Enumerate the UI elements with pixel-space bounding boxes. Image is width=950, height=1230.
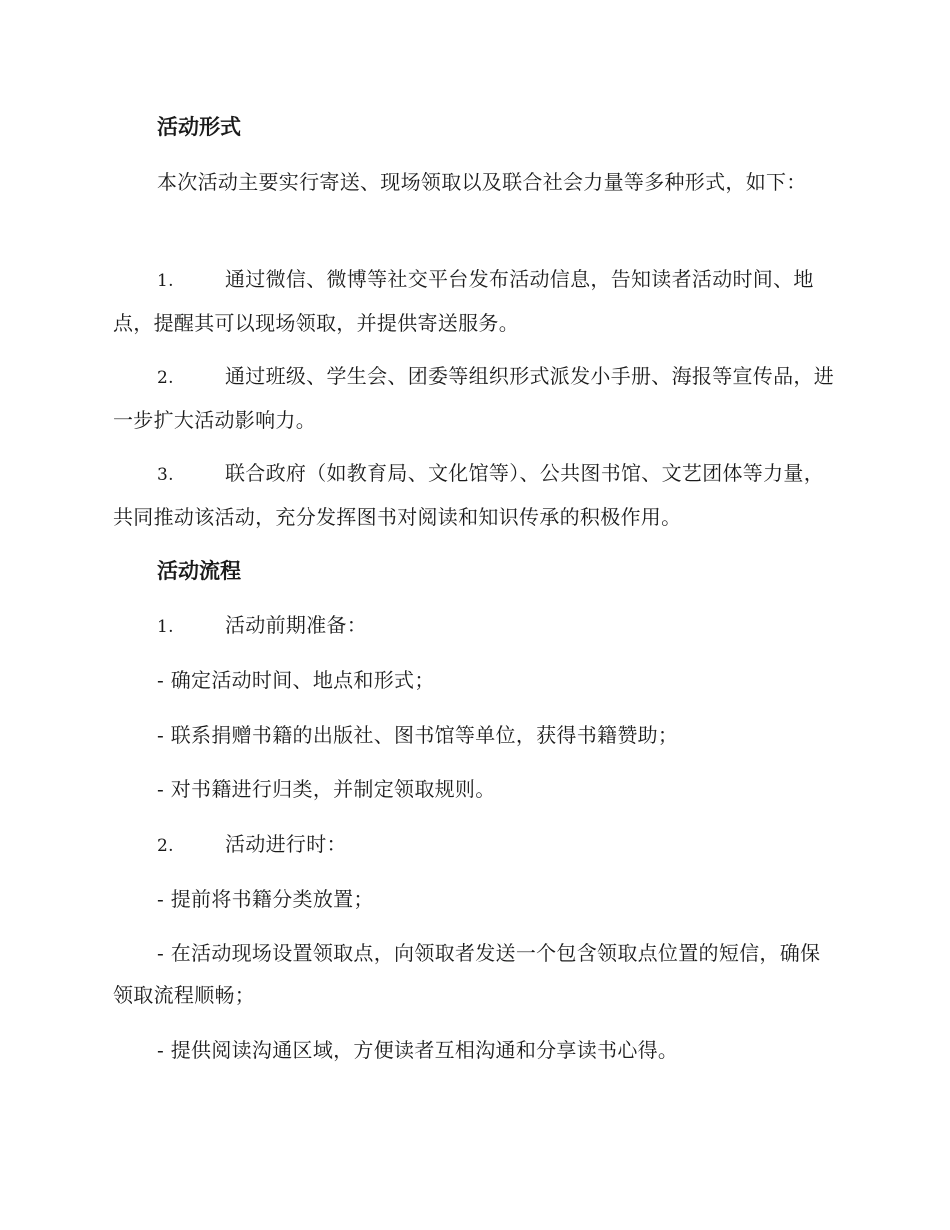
list-item-number: 2.	[157, 368, 174, 388]
section-heading-process: 活动流程	[157, 558, 241, 583]
list-item-number: 1.	[157, 271, 174, 291]
process-step-2	[113, 823, 837, 867]
form-list-item-3	[113, 452, 837, 538]
step-1-point-2: - 联系捐赠书籍的出版社、图书馆等单位，获得书籍赞助；	[157, 723, 679, 747]
form-list-item-2	[113, 355, 837, 441]
step-1-point-3: - 对书籍进行归类，并制定领取规则。	[157, 777, 496, 801]
step-2-point-3: - 提供阅读沟通区域，方便读者互相沟通和分享读书心得。	[157, 1038, 679, 1062]
step-number: 2.	[157, 836, 174, 856]
step-number: 1.	[157, 617, 174, 637]
step-title: 活动进行时：	[225, 832, 347, 856]
list-item-text: 通过微信、微博等社交平台发布活动信息，告知读者活动时间、地点，提醒其可以现场领取，并提供寄送服务。	[113, 267, 814, 335]
list-item-text: 联合政府（如教育局、文化馆等）、公共图书馆、文艺团体等力量，共同推动该活动，充分发挥图书对阅读和知识传承的积极作用。	[113, 461, 824, 529]
step-2-point-2: - 在活动现场设置领取点，向领取者发送一个包含领取点位置的短信，确保领取流程顺畅；	[113, 941, 821, 1007]
step-2-point-1: - 提前将书籍分类放置；	[157, 887, 374, 911]
step-title: 活动前期准备：	[225, 613, 368, 637]
list-item-text: 通过班级、学生会、团委等组织形式派发小手册、海报等宣传品，进一步扩大活动影响力。	[113, 364, 834, 432]
section-heading-form: 活动形式	[157, 114, 241, 139]
step-1-point-1: - 确定活动时间、地点和形式；	[157, 668, 435, 692]
section-intro-paragraph: 本次活动主要实行寄送、现场领取以及联合社会力量等多种形式，如下：	[157, 170, 807, 194]
list-item-number: 3.	[157, 465, 174, 485]
form-list-item-1	[113, 258, 837, 344]
process-step-1	[113, 604, 837, 648]
